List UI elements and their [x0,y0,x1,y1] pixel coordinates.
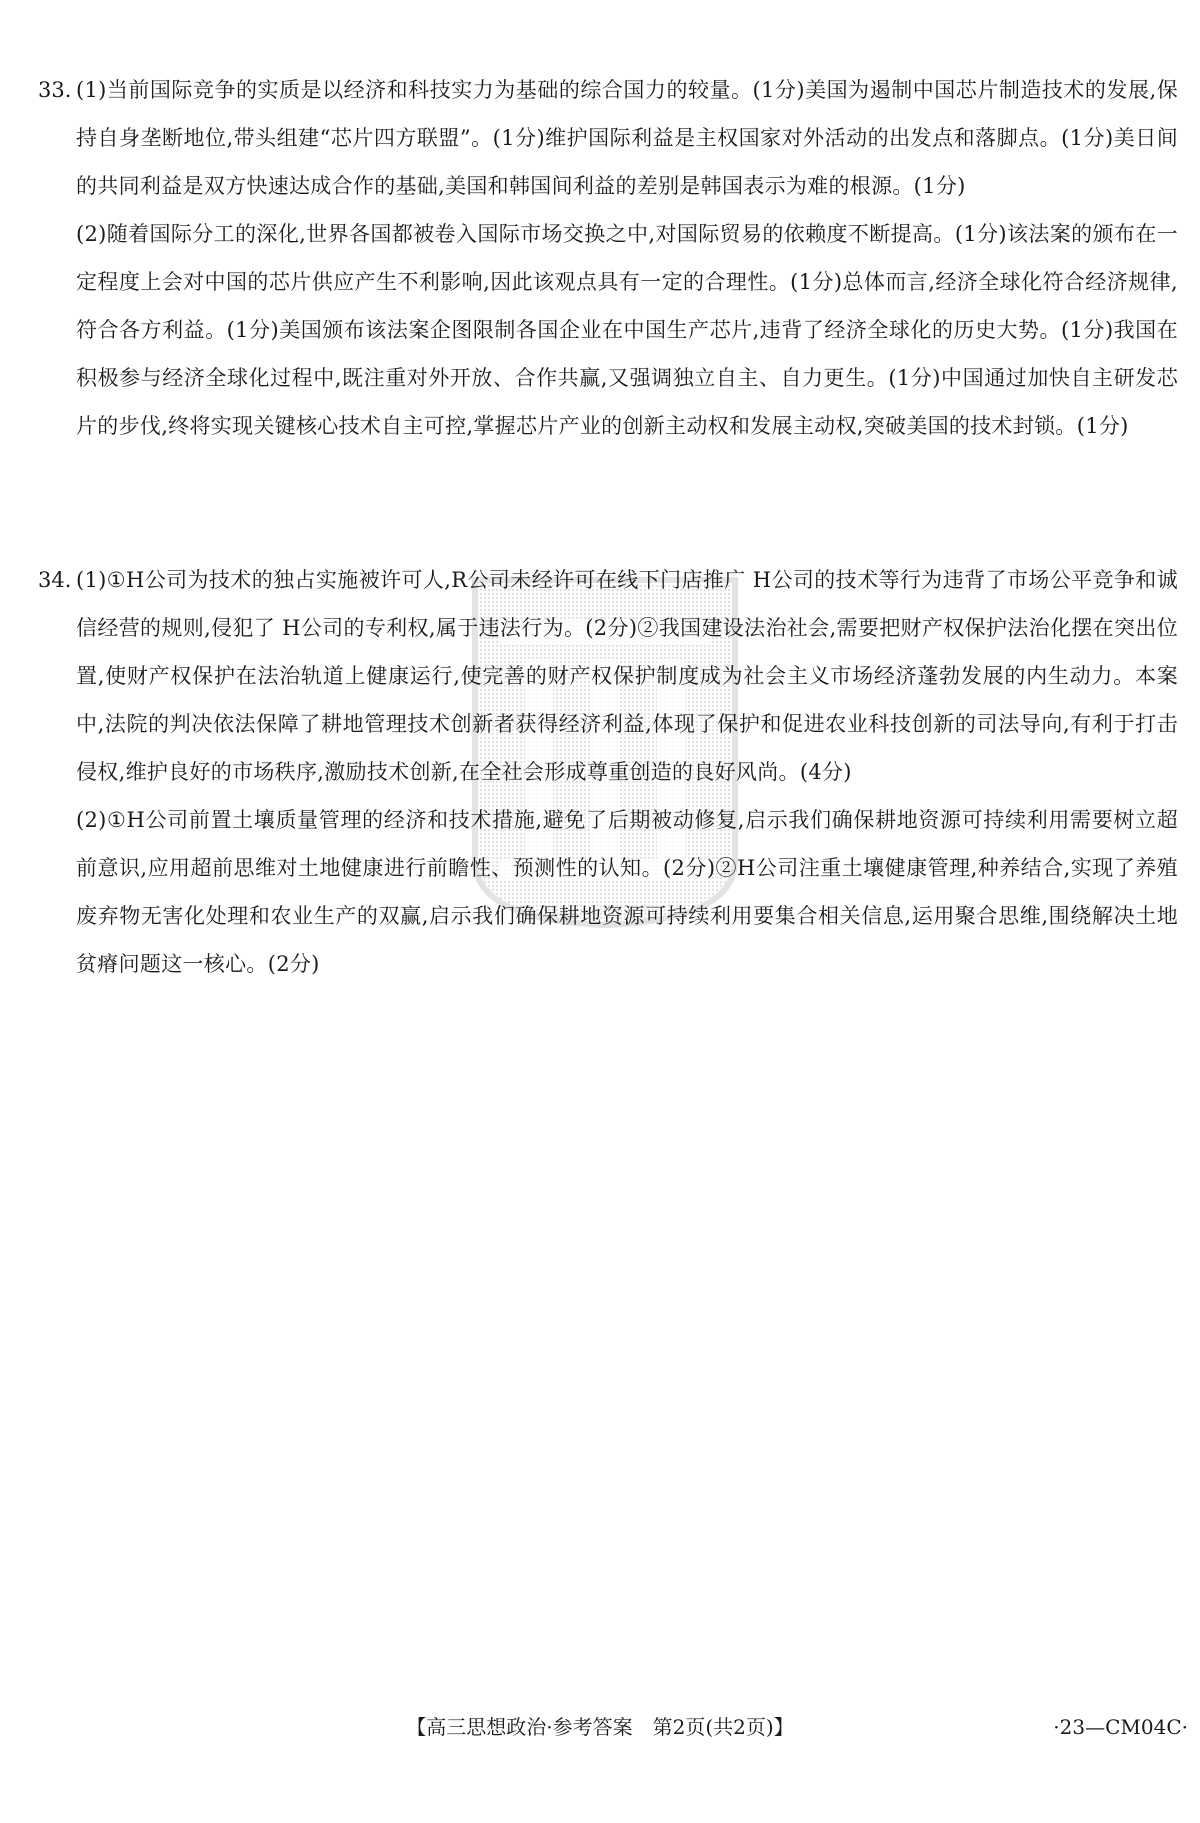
answer-part-1: (1)当前国际竞争的实质是以经济和科技实力为基础的综合国力的较量。(1分)美国为遏制中国芯片制造技术的发展,保持自身垄断地位,带头组建“芯片四方联盟”。(1分)维护国际利益是主权国家对外活动的出发点和落脚点。(1分)美日间的共同利益是双方快速达成合作的基础,美国和韩国间利益的差别是韩国表示为难的根源。(1分) [76,78,1178,198]
answer-part-1: (1)①H公司为技术的独占实施被许可人,R公司未经许可在线下门店推广 H公司的技术等行为违背了市场公平竞争和诚信经营的规则,侵犯了 H公司的专利权,属于违法行为。(2分)②我国建设法治社会,需要把财产权保护法治化摆在突出位置,使财产权保护在法治轨道上健康运行,使完善的财产权保护制度成为社会主义市场经济蓬勃发展的内生动力。本案中,法院的判决依法保障了耕地管理技术创新者获得经济利益,体现了保护和促进农业科技创新的司法导向,有利于打击侵权,维护良好的市场秩序,激励技术创新,在全社会形成尊重创造的良好风尚。(4分) [76,568,1178,784]
answer-part-2: (2)随着国际分工的深化,世界各国都被卷入国际市场交换之中,对国际贸易的依赖度不断提高。(1分)该法案的颁布在一定程度上会对中国的芯片供应产生不利影响,因此该观点具有一定的合理性。(1分)总体而言,经济全球化符合经济规律,符合各方利益。(1分)美国颁布该法案企图限制各国企业在中国生产芯片,违背了经济全球化的历史大势。(1分)我国在积极参与经济全球化过程中,既注重对外开放、合作共赢,又强调独立自主、自力更生。(1分)中国通过加快自主研发芯片的步伐,终将实现关键核心技术自主可控,掌握芯片产业的创新主动权和发展主动权,突破美国的技术封锁。(1分) [76,222,1178,438]
question-33 [38,66,1178,450]
question-number: 33. [38,78,72,102]
footer-code: ·23—CM04C· [1053,1715,1188,1739]
question-34 [38,556,1178,988]
footer-title: 【高三思想政治·参考答案 第2页(共2页)】 [406,1715,794,1739]
question-number: 34. [38,568,72,592]
answer-part-2: (2)①H公司前置土壤质量管理的经济和技术措施,避免了后期被动修复,启示我们确保耕地资源可持续利用需要树立超前意识,应用超前思维对土地健康进行前瞻性、预测性的认知。(2分)②H公司注重土壤健康管理,种养结合,实现了养殖废弃物无害化处理和农业生产的双赢,启示我们确保耕地资源可持续利用要集合相关信息,运用聚合思维,围绕解决土地贫瘠问题这一核心。(2分) [76,808,1178,976]
